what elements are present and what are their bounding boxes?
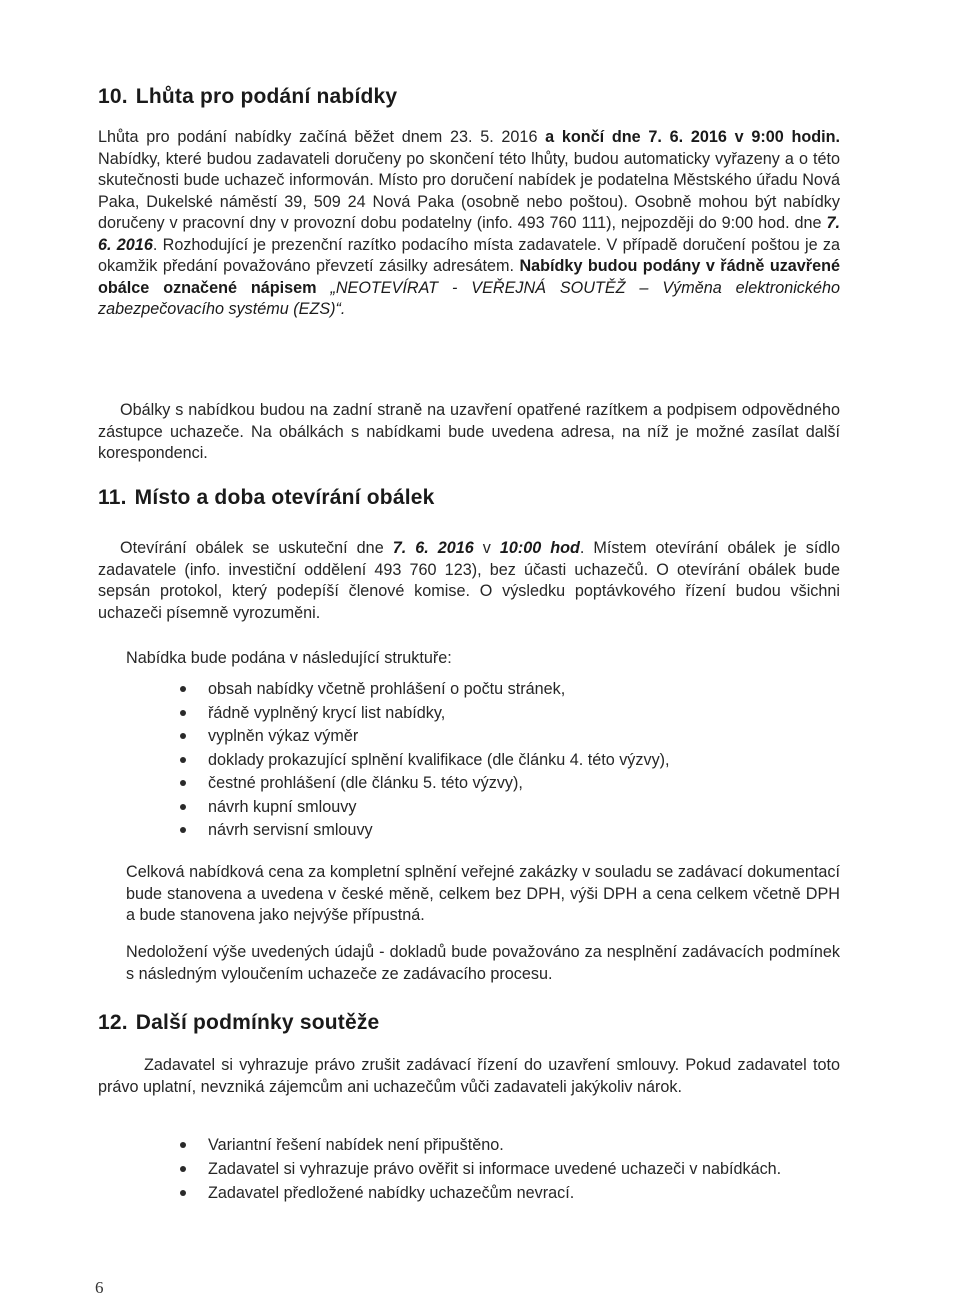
conditions-list — [180, 1134, 840, 1206]
structure-list — [180, 678, 820, 843]
bullet-icon — [180, 1166, 186, 1172]
section-12-title: Další podmínky soutěže — [135, 1011, 380, 1034]
list-item: Zadavatel si vyhrazuje právo ověřit si informace uvedené uchazeči v nabídkách. — [180, 1158, 840, 1180]
deadline-bold: a končí dne 7. 6. 2016 v 9:00 hodin. — [545, 128, 840, 146]
section-12-paragraph-1: Zadavatel si vyhrazuje právo zrušit zadávací řízení do uzavření smlouvy. Pokud zadavatel toto právo uplatní, nevzniká zájemcům ani uchazečům vůči zadavateli jakýkoliv nárok. — [98, 1056, 840, 1096]
bullet-icon — [180, 757, 186, 763]
list-item: návrh servisní smlouvy — [180, 819, 820, 843]
section-12-number: 12. — [98, 1011, 128, 1034]
text-run: Lhůta pro podání nabídky začíná běžet dnem 23. 5. 2016 — [98, 128, 546, 146]
bullet-icon — [180, 710, 186, 716]
section-10-paragraph-2: Obálky s nabídkou budou na zadní straně na uzavření opatřené razítkem a podpisem odpovědného zástupce uchazeče. Na obálkách s nabídkami bude uvedena adresa, na níž je možné zasílat další korespondenci. — [98, 401, 840, 462]
structure-intro: Nabídka bude podána v následující struktuře: — [126, 649, 452, 667]
text-run: v — [473, 539, 500, 557]
text-run: . Místem otevírání obálek je sídlo zadavatele (info. investiční oddělení 493 760 123), bez účasti uchazečů. O otevírání obálek bude sepsán protokol, který podepíší členové komise. O výsledku poptávkového řízení budou všichni uchazeči písemně vyrozuměni. — [98, 539, 840, 622]
section-11-heading — [98, 486, 435, 510]
bullet-icon — [180, 1142, 186, 1148]
bullet-icon — [180, 686, 186, 692]
list-item: obsah nabídky včetně prohlášení o počtu stránek, — [180, 678, 820, 702]
section-11-paragraph-1 — [98, 538, 840, 624]
section-10-title: Lhůta pro podání nabídky — [135, 85, 398, 108]
list-item: řádně vyplněný krycí list nabídky, — [180, 702, 820, 726]
price-paragraph: Celková nabídková cena za kompletní splnění veřejné zakázky v souladu se zadávací dokumentací bude stanovena a uvedena v české měně, celkem bez DPH, výši DPH a cena celkem včetně DPH a bude stanovena jako nejvýše přípustná. — [126, 863, 840, 924]
list-item: čestné prohlášení (dle článku 5. této výzvy), — [180, 772, 820, 796]
section-12-heading — [98, 1011, 379, 1035]
bullet-icon — [180, 827, 186, 833]
bullet-icon — [180, 1190, 186, 1196]
section-10-number: 10. — [98, 85, 128, 108]
section-10-heading — [98, 85, 397, 109]
list-item: vyplněn výkaz výměr — [180, 725, 820, 749]
bullet-icon — [180, 804, 186, 810]
text-run: Otevírání obálek se uskuteční dne — [120, 539, 393, 557]
date-bold-italic: 7. 6. 2016 — [98, 214, 840, 254]
bullet-icon — [180, 780, 186, 786]
missing-documents-paragraph: Nedoložení výše uvedených údajů - dokladů bude považováno za nesplnění zadávacích podmínek s následným vyloučením uchazeče ze zadávacího procesu. — [126, 943, 840, 983]
section-11-title: Místo a doba otevírání obálek — [134, 486, 435, 509]
list-item: návrh kupní smlouvy — [180, 796, 820, 820]
section-11-number: 11. — [98, 486, 127, 509]
section-10-paragraph-1 — [98, 127, 840, 321]
list-item: doklady prokazující splnění kvalifikace (dle článku 4. této výzvy), — [180, 749, 820, 773]
list-item: Variantní řešení nabídek není připuštěno. — [180, 1134, 840, 1156]
text-run: . Rozhodující je prezenční razítko podacího místa zadavatele. V případě doručení poštou je za okamžik předání považováno převzetí zásilky adresátem. — [98, 235, 840, 275]
envelope-note-bold: Nabídky budou podány v řádně uzavřené obálce označené nápisem — [98, 257, 840, 297]
text-run: Nabídky, které budou zadavateli doručeny po skončení této lhůty, budou automaticky vyřazeny a o této skutečnosti bude uchazeč informován. Místo pro doručení nabídek je podatelna Městského úřadu Nová Paka, Dukelské náměstí 39, 509 24 Nová Paka (osobně nebo poštou). Osobně mohou být nabídky doručeny v pracovní dny v provozní dobu podatelny (info. 493 760 111), nejpozději do 9:00 hod. dne — [98, 149, 840, 232]
list-item: Zadavatel předložené nabídky uchazečům nevrací. — [180, 1182, 840, 1204]
bullet-icon — [180, 733, 186, 739]
time-bold-italic: 10:00 hod — [499, 539, 580, 557]
page-number: 6 — [95, 1278, 104, 1297]
envelope-label-italic: „NEOTEVÍRAT - VEŘEJNÁ SOUTĚŽ – Výměna elektronického zabezpečovacího systému (EZS)“. — [98, 278, 840, 318]
date-bold-italic: 7. 6. 2016 — [392, 539, 474, 557]
